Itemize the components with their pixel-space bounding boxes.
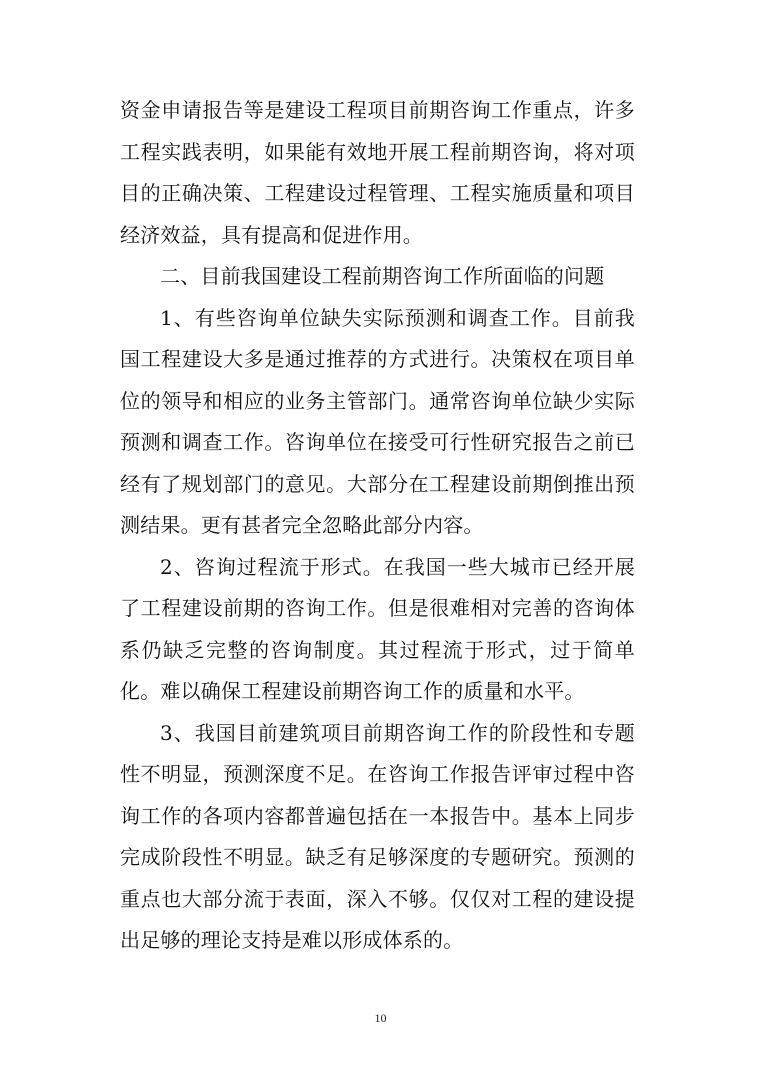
paragraph-item-1: 1、有些咨询单位缺失实际预测和调查工作。目前我国工程建设大多是通过推荐的方式进行。决策权在项目单位的领导和相应的业务主管部门。通常咨询单位缺少实际预测和调查工作。咨询单位在接受可行性研究报告之前已经有了规划部门的意见。大部分在工程建设前期倒推出预测结果。更有甚者完全忽略此部分内容。 (120, 305, 635, 537)
paragraph-item-3: 3、我国目前建筑项目前期咨询工作的阶段性和专题性不明显，预测深度不足。在咨询工作报告评审过程中咨询工作的各项内容都普遍包括在一本报告中。基本上同步完成阶段性不明显。缺乏有足够深度的专题研究。预测的重点也大部分流于表面，深入不够。仅仅对工程的建设提出足够的理论支持是难以形成体系的。 (120, 720, 635, 952)
paragraph-item-2: 2、咨询过程流于形式。在我国一些大城市已经开展了工程建设前期的咨询工作。但是很难相对完善的咨询体系仍缺乏完整的咨询制度。其过程流于形式，过于简单化。难以确保工程建设前期咨询工作的质量和水平。 (120, 554, 635, 703)
section-heading: 二、目前我国建设工程前期咨询工作所面临的问题 (160, 264, 605, 288)
body-text (120, 90, 635, 962)
paragraph-intro-continuation: 资金申请报告等是建设工程项目前期咨询工作重点，许多工程实践表明，如果能有效地开展工程前期咨询，将对项目的正确决策、工程建设过程管理、工程实施质量和项目经济效益，具有提高和促进作用。 (120, 98, 635, 247)
page-number: 10 (374, 1011, 387, 1025)
